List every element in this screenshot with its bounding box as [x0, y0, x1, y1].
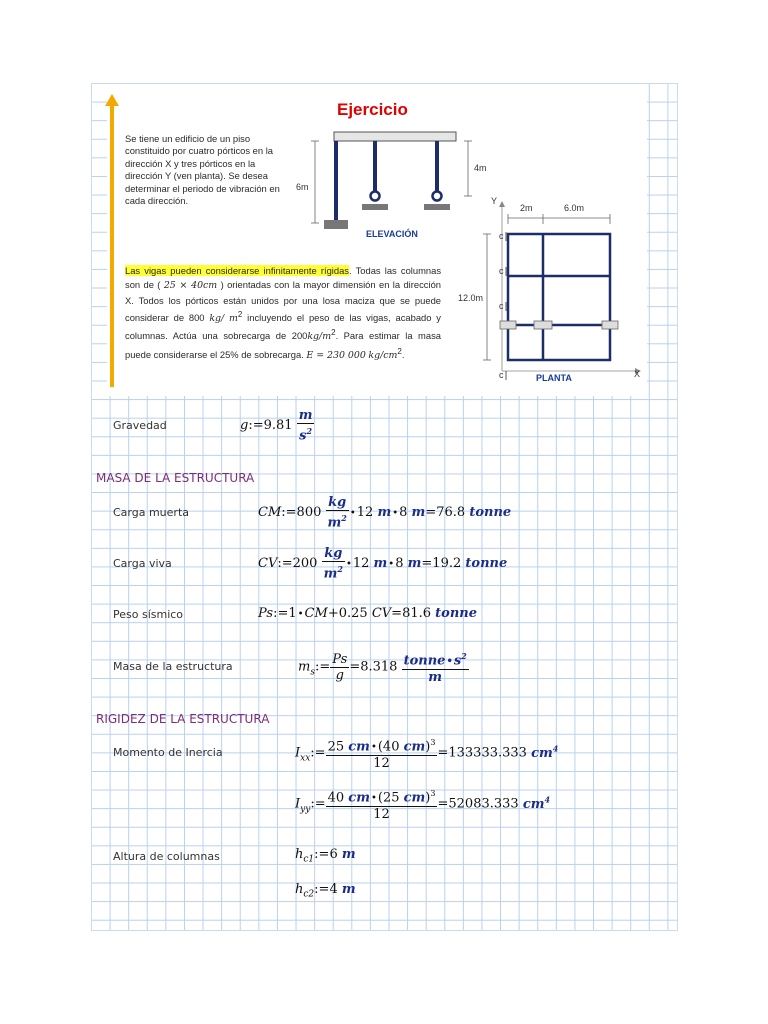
label-carga-viva: Carga viva: [113, 557, 172, 570]
plan-drawing: [452, 194, 652, 390]
intro-text: Se tiene un edificio de un piso constituido por cuatro pórticos en la dirección X y tres pórticos en la dirección Y (ven planta). Se desea determinar el periodo de vibración en cada dirección.: [125, 133, 280, 207]
column-section: [534, 321, 552, 329]
elevation-label: ELEVACIÓN: [366, 229, 418, 239]
axis-x-label: X: [634, 369, 641, 379]
label-peso-sismico: Peso sísmico: [113, 608, 184, 621]
column-section: [500, 321, 516, 329]
eq-gravity: g:=9.81 $\frac{m}{s^2}$: [240, 408, 313, 444]
pin-base: [362, 204, 388, 210]
pin-base: [424, 204, 450, 210]
frame-label-c: c: [499, 266, 504, 276]
highlighted-text: Las vigas pueden considerarse infinitamente rígidas: [125, 265, 349, 276]
label-masa-estructura: Masa de la estructura: [113, 660, 233, 673]
eq-carga-viva: CV:=200 $\frac{kg}{m^2}$ •12 m•8 m=19.2 tonne: [258, 546, 508, 582]
label-momento-inercia: Momento de Inercia: [113, 746, 223, 759]
label-carga-muerta: Carga muerta: [113, 506, 190, 519]
elevation-beam: [334, 132, 456, 141]
frame-label-c: c: [499, 370, 504, 380]
dim-6m-plan: 6.0m: [564, 203, 585, 213]
orange-arrow-icon: [105, 94, 119, 106]
plan-outline: [508, 234, 610, 360]
label-altura-columnas: Altura de columnas: [113, 850, 220, 863]
eq-hc1: $h_{c1}:=6$ m: [295, 847, 356, 865]
dim-2m: 2m: [520, 203, 533, 213]
pin-support: [433, 192, 442, 201]
eq-hc2: $h_{c2}:=4$ m: [295, 882, 356, 900]
dim-6m: 6m: [296, 182, 309, 192]
section-title-rigidez: RIGIDEZ DE LA ESTRUCTURA: [96, 712, 270, 726]
eq-iyy: $I_{yy}:=$ $\frac{40 cm•(25 cm)^3}{12}$ =52083.333 $cm^4$: [295, 786, 550, 822]
eq-masa: $m_s:=$ $\frac{Ps}{g}$ =8.318 $\frac{tonne•s^2}{m}$: [298, 651, 467, 686]
orange-margin-bar: [110, 102, 114, 387]
section-title-masa: MASA DE LA ESTRUCTURA: [96, 471, 255, 485]
frame-label-c: c: [499, 301, 504, 311]
dim-12m: 12.0m: [458, 293, 484, 303]
frame-label-c: c: [499, 231, 504, 241]
exercise-title: Ejercicio: [337, 100, 408, 119]
column-section: [602, 321, 618, 329]
problem-text: Las vigas pueden considerarse infinitamente rígidas. Todas las columnas son de ( 25 × 40cm ) orientadas con la mayor dimensión en la dirección X. Todos los pórticos están unidos por una losa maciza que se puede considerar de 800 kg/ $m^2$ incluyendo el peso de las vigas, acabado y columnas. Actúa una sobrecarga de $200kg/m^2$. Para estimar la masa puede considerarse el 25% de sobrecarga. E = 230 000 $kg/cm^2$.: [125, 265, 442, 361]
plan-label: PLANTA: [536, 373, 572, 383]
eq-carga-muerta: CM:=800 $\frac{kg}{m^2}$ •12 m•8 m=76.8 tonne: [258, 495, 512, 531]
eq-ixx: $I_{xx}:=$ $\frac{25 cm•(40 cm)^3}{12}$ =133333.333 $cm^4$: [295, 735, 558, 771]
pin-support: [371, 192, 380, 201]
eq-peso-sismico: Ps:=1•CM+0.25 CV=81.6 tonne: [258, 606, 478, 621]
fixed-base: [324, 220, 348, 229]
label-gravedad: Gravedad: [113, 419, 167, 432]
axis-y-label: Y: [491, 196, 498, 206]
dim-4m: 4m: [474, 163, 487, 173]
